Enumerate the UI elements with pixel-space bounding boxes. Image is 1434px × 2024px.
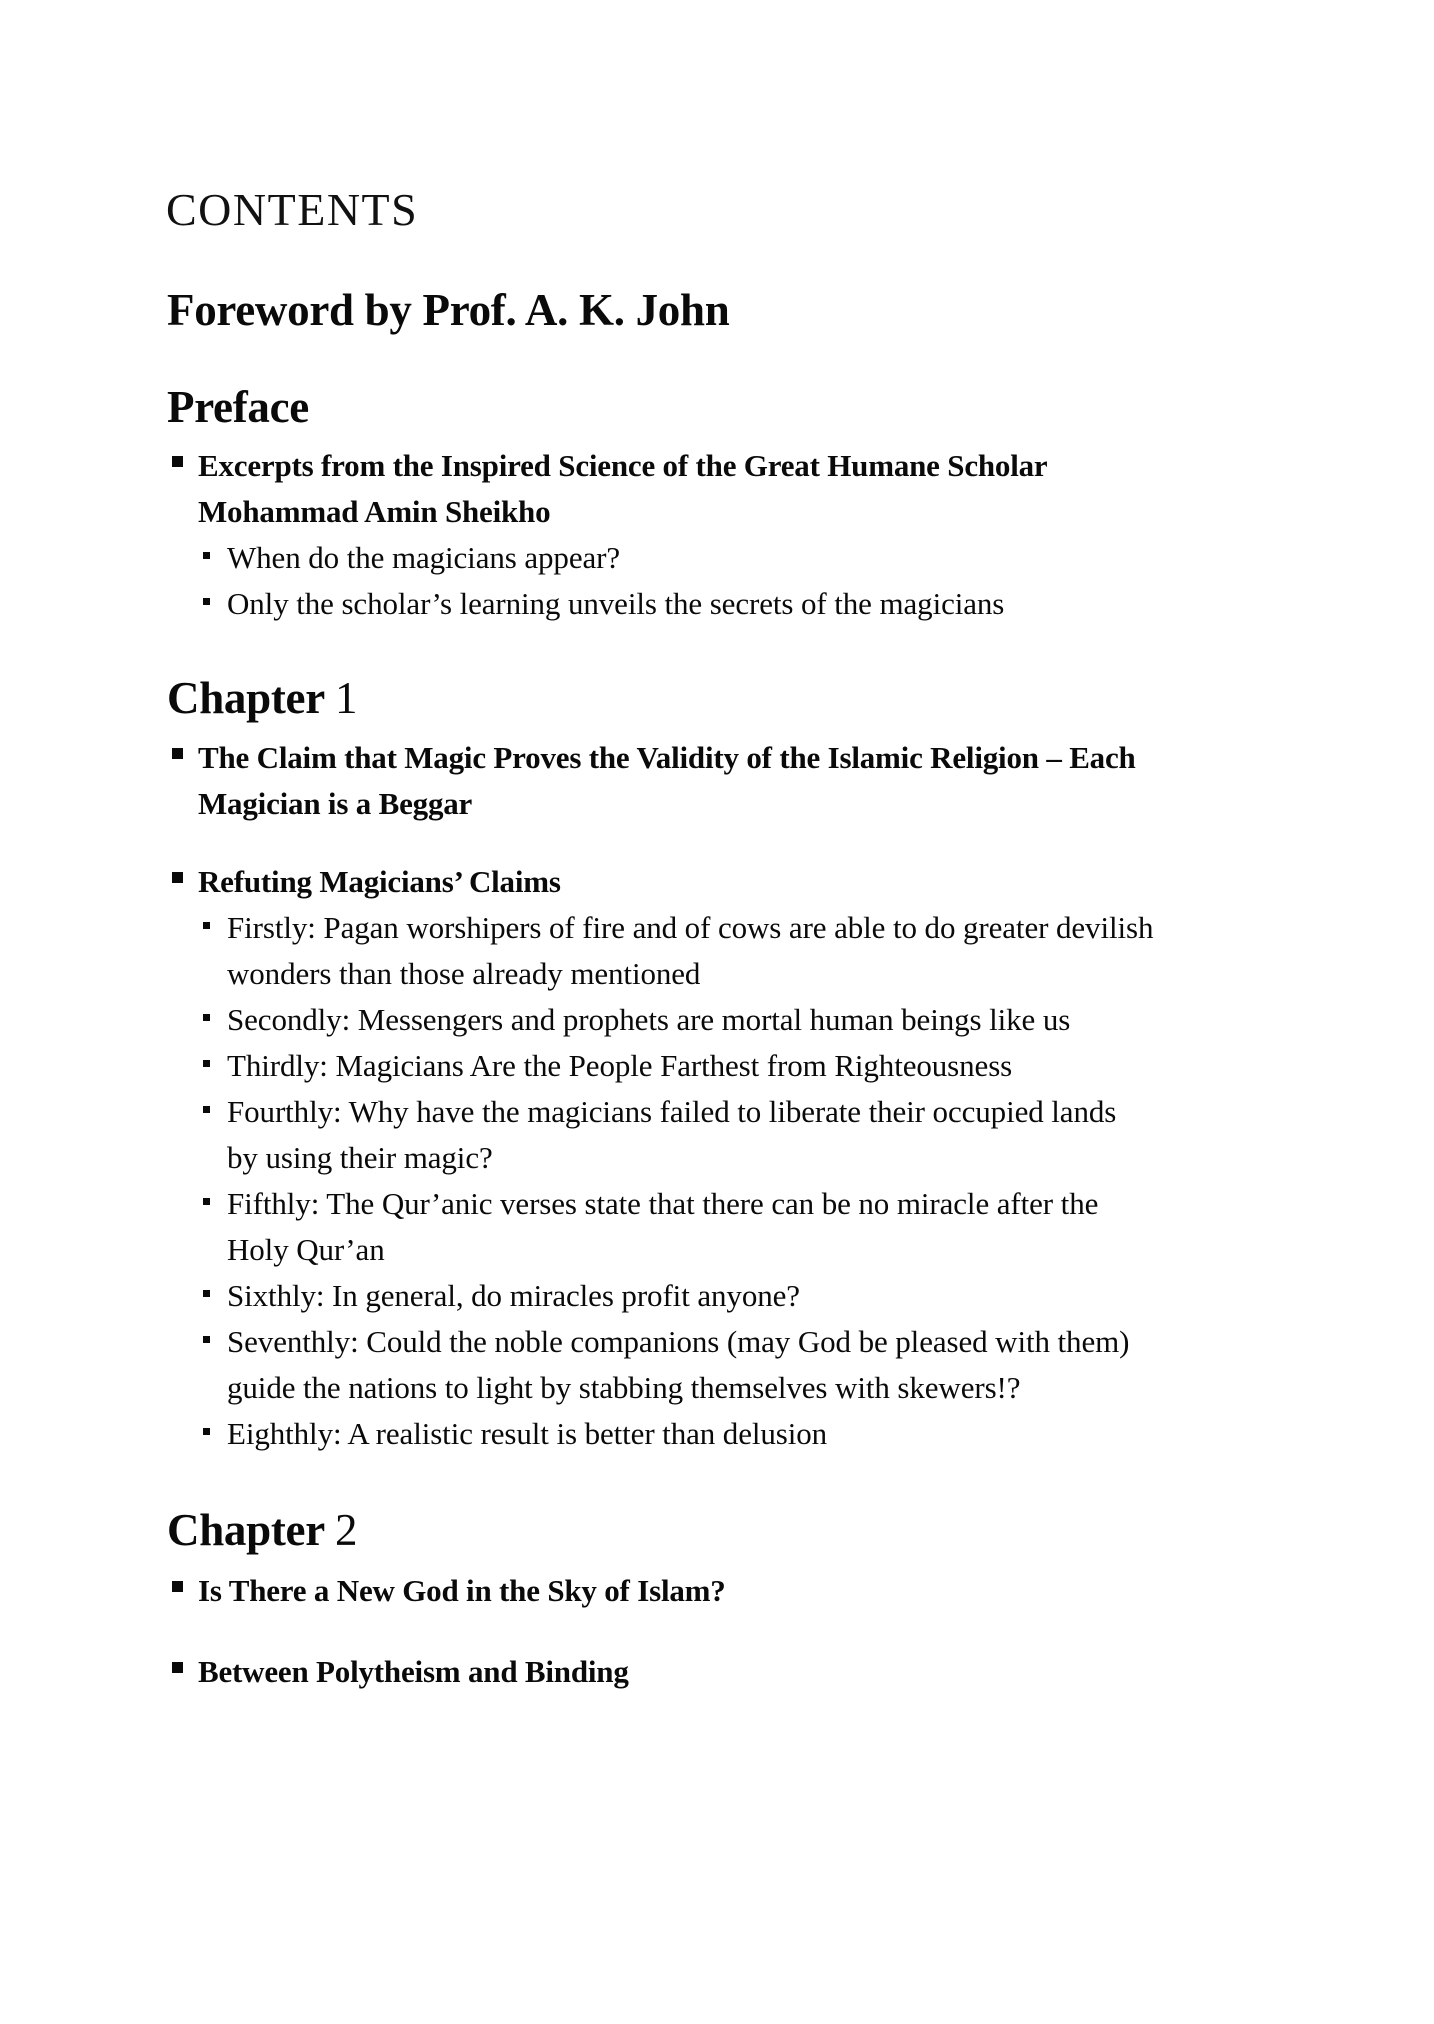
toc-subitem-eighthly: Eighthly: A realistic result is better than delusion [227,1416,828,1451]
small-square-bullet-icon [203,922,210,929]
toc-subitem-fourthly-line-1: Fourthly: Why have the magicians failed to liberate their occupied lands [227,1094,1117,1129]
chapter-number: 1 [335,673,358,723]
small-square-bullet-icon [203,1060,210,1067]
toc-heading-preface: Preface [167,382,309,432]
toc-item-refuting-claims: Refuting Magicians’ Claims [198,864,561,899]
small-square-bullet-icon [203,1336,210,1343]
small-square-bullet-icon [203,1106,210,1113]
toc-subitem-fifthly-line-1: Fifthly: The Qur’anic verses state that there can be no miracle after the [227,1186,1099,1221]
square-bullet-icon [172,748,183,759]
toc-item-polytheism-binding: Between Polytheism and Binding [198,1654,629,1689]
toc-subitem-fourthly-line-2: by using their magic? [227,1140,493,1175]
toc-subitem-sixthly: Sixthly: In general, do miracles profit anyone? [227,1278,800,1313]
toc-subitem-seventhly-line-1: Seventhly: Could the noble companions (may God be pleased with them) [227,1324,1130,1359]
toc-item-new-god: Is There a New God in the Sky of Islam? [198,1573,726,1608]
toc-item-claim-magic-line-1: The Claim that Magic Proves the Validity of the Islamic Religion – Each [198,740,1136,775]
chapter-number: 2 [335,1505,358,1555]
small-square-bullet-icon [203,1290,210,1297]
chapter-word: Chapter [167,673,325,723]
toc-subitem-thirdly: Thirdly: Magicians Are the People Farthest from Righteousness [227,1048,1013,1083]
toc-subitem-scholars-learning: Only the scholar’s learning unveils the secrets of the magicians [227,586,1005,621]
small-square-bullet-icon [203,1428,210,1435]
small-square-bullet-icon [203,1014,210,1021]
toc-subitem-firstly-line-1: Firstly: Pagan worshipers of fire and of cows are able to do greater devilish [227,910,1154,945]
toc-heading-chapter-2 [167,1505,358,1555]
square-bullet-icon [172,1662,183,1673]
toc-heading-chapter-1 [167,673,358,723]
toc-item-excerpts-line-1: Excerpts from the Inspired Science of the Great Humane Scholar [198,448,1048,483]
square-bullet-icon [172,872,183,883]
toc-entry-foreword: Foreword by Prof. A. K. John [167,285,730,335]
toc-subitem-secondly: Secondly: Messengers and prophets are mortal human beings like us [227,1002,1071,1037]
square-bullet-icon [172,456,183,467]
toc-subitem-firstly-line-2: wonders than those already mentioned [227,956,701,991]
toc-subitem-when-magicians-appear: When do the magicians appear? [227,540,621,575]
toc-item-excerpts-line-2: Mohammad Amin Sheikho [198,494,551,529]
small-square-bullet-icon [203,1198,210,1205]
square-bullet-icon [172,1581,183,1592]
small-square-bullet-icon [203,598,210,605]
small-square-bullet-icon [203,552,210,559]
toc-item-claim-magic-line-2: Magician is a Beggar [198,786,473,821]
toc-subitem-fifthly-line-2: Holy Qur’an [227,1232,385,1267]
contents-title: CONTENTS [166,184,419,235]
toc-subitem-seventhly-line-2: guide the nations to light by stabbing themselves with skewers!? [227,1370,1021,1405]
chapter-word: Chapter [167,1505,325,1555]
